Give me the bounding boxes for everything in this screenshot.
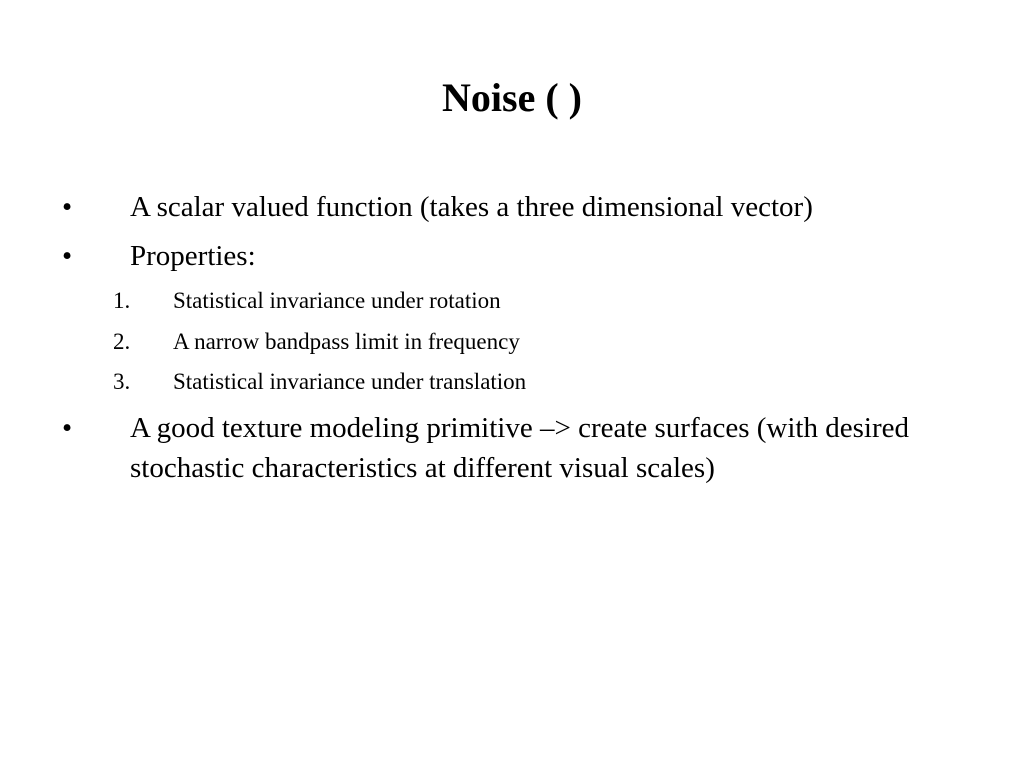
item-number: 2. [113, 329, 131, 354]
bullet-text: A good texture modeling primitive –> create surfaces (with desired stochastic characteristics at different visual scales) [130, 412, 909, 484]
bullet-text: Properties: [130, 240, 256, 272]
bullet-marker: • [62, 191, 73, 223]
slide-title: Noise ( ) [442, 75, 582, 120]
item-text: Statistical invariance under translation [173, 369, 527, 394]
item-number: 1. [113, 288, 131, 313]
bullet-marker: • [62, 240, 73, 272]
item-number: 3. [113, 369, 131, 394]
bullet-text: A scalar valued function (takes a three dimensional vector) [130, 191, 813, 223]
item-text: Statistical invariance under rotation [173, 288, 501, 313]
bullet-marker: • [62, 412, 73, 444]
item-text: A narrow bandpass limit in frequency [173, 329, 520, 354]
